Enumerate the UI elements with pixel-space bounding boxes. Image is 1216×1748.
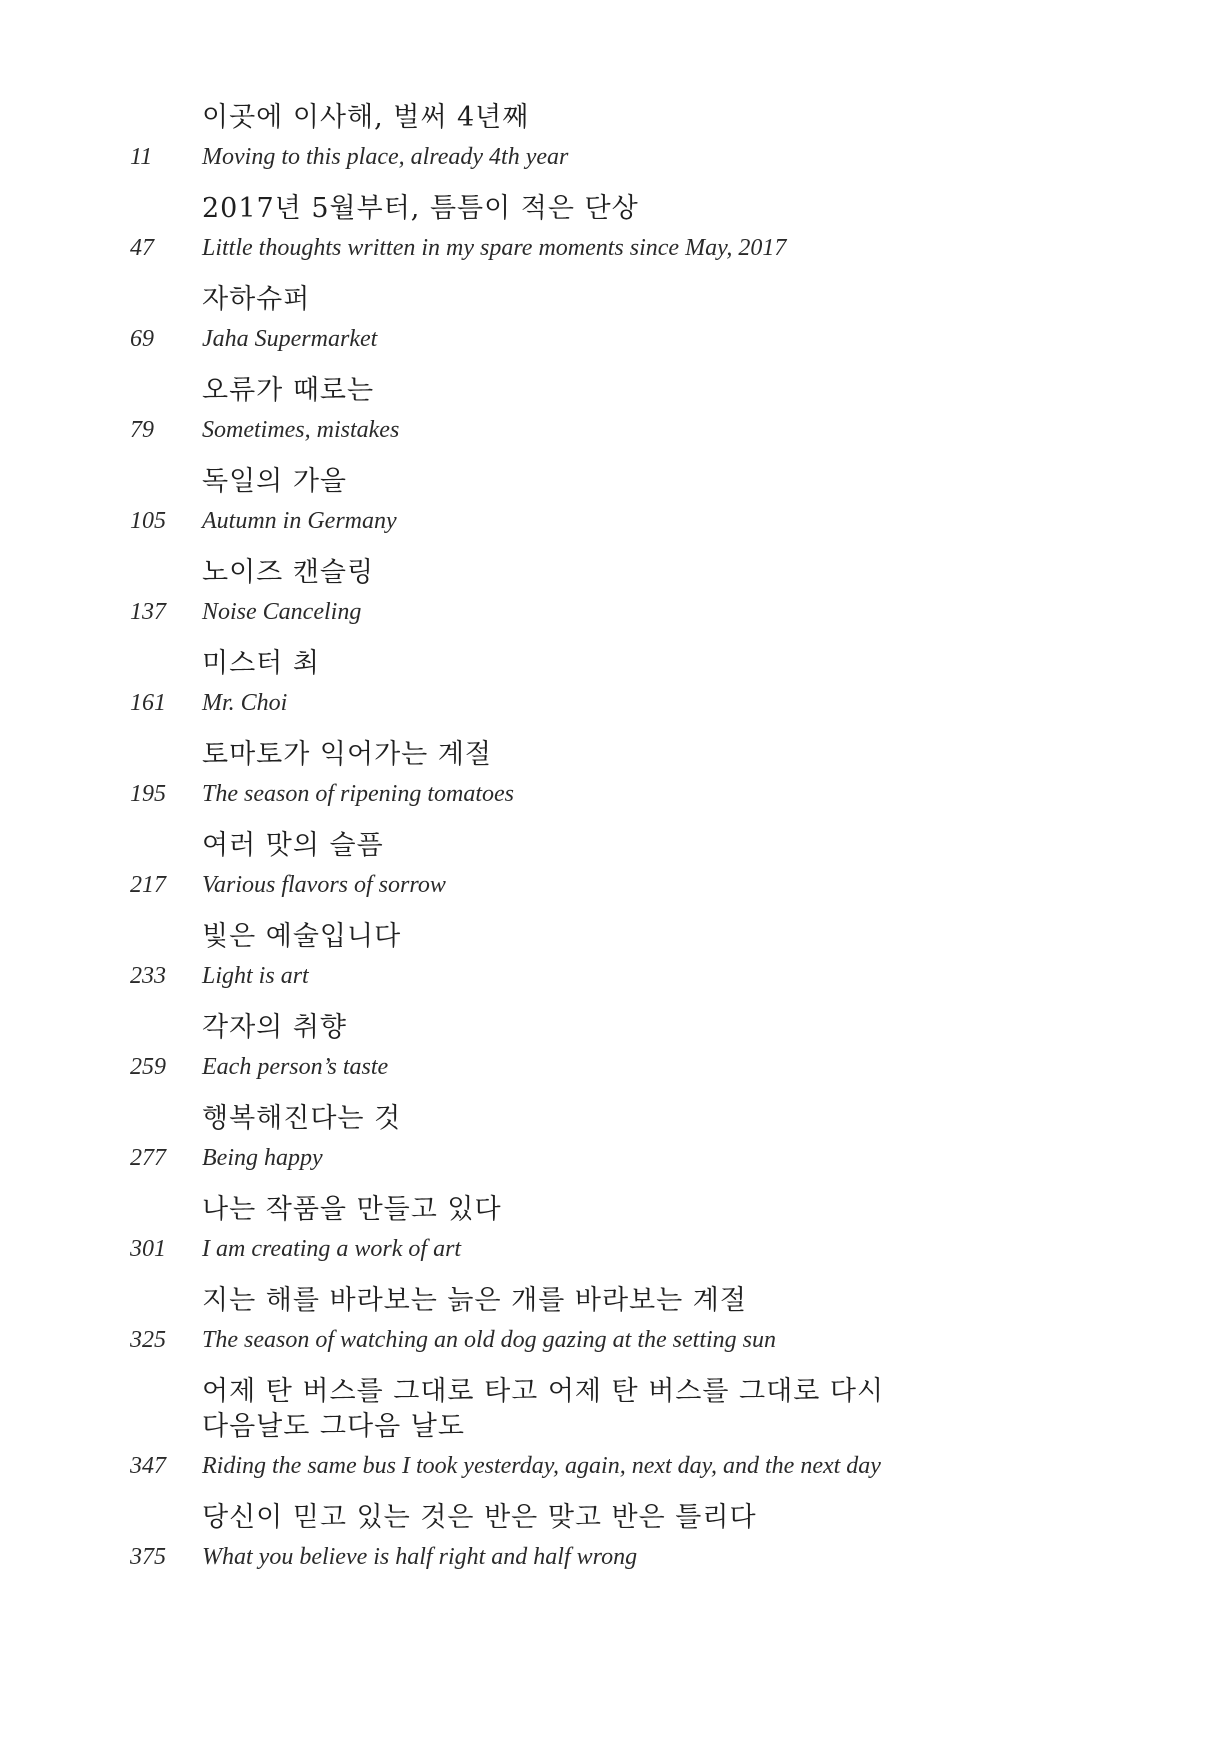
page-number: 137 (130, 599, 166, 625)
page-number: 217 (130, 872, 166, 898)
korean-title: 행복해진다는 것 (202, 1103, 402, 1134)
toc-entry[interactable] (0, 1374, 1216, 1482)
toc-entry[interactable] (0, 1101, 1216, 1174)
toc-entry[interactable] (0, 828, 1216, 901)
english-title: Riding the same bus I took yesterday, again, next day, and the next day (202, 1453, 881, 1479)
english-title: Light is art (202, 963, 309, 989)
korean-title: 당신이 믿고 있는 것은 반은 맞고 반은 틀리다 (202, 1502, 757, 1533)
page-number: 233 (130, 963, 166, 989)
korean-title: 미스터 최 (202, 648, 320, 679)
english-title: Being happy (202, 1145, 323, 1171)
toc-entry[interactable] (0, 282, 1216, 355)
english-title: The season of ripening tomatoes (202, 781, 514, 807)
korean-title: 나는 작품을 만들고 있다 (202, 1194, 502, 1225)
english-title: I am creating a work of art (202, 1236, 462, 1262)
korean-title: 각자의 취향 (202, 1012, 347, 1043)
english-title: Various flavors of sorrow (202, 872, 446, 898)
toc-entry[interactable] (0, 464, 1216, 537)
korean-title: 자하슈퍼 (202, 284, 311, 315)
page-number: 195 (130, 781, 166, 807)
page-number: 79 (130, 417, 154, 443)
toc-entry[interactable] (0, 373, 1216, 446)
page-number: 105 (130, 508, 166, 534)
korean-title: 오류가 때로는 (202, 375, 375, 406)
english-title: What you believe is half right and half wrong (202, 1544, 638, 1570)
page-number: 161 (130, 690, 166, 716)
korean-title: 이곳에 이사해, 벌써 4년째 (202, 102, 530, 133)
korean-title: 어제 탄 버스를 그대로 타고 어제 탄 버스를 그대로 다시 (202, 1376, 885, 1407)
toc-entry[interactable] (0, 737, 1216, 810)
page-number: 259 (130, 1054, 166, 1080)
korean-title-line-2: 다음날도 그다음 날도 (202, 1411, 465, 1442)
toc-entry[interactable] (0, 100, 1216, 173)
toc-entry[interactable] (0, 555, 1216, 628)
english-title: Jaha Supermarket (202, 326, 378, 352)
english-title: Each person’s taste (202, 1054, 389, 1080)
korean-title: 2017년 5월부터, 틈틈이 적은 단상 (202, 193, 639, 224)
english-title: Noise Canceling (202, 599, 362, 625)
toc-entry[interactable] (0, 191, 1216, 264)
korean-title: 빛은 예술입니다 (202, 921, 402, 952)
page-number: 69 (130, 326, 154, 352)
table-of-contents (0, 100, 1216, 1591)
page-number: 301 (130, 1236, 166, 1262)
korean-title: 독일의 가을 (202, 466, 347, 497)
toc-entry[interactable] (0, 1010, 1216, 1083)
page-number: 347 (130, 1453, 166, 1479)
toc-entry[interactable] (0, 1500, 1216, 1573)
page-number: 277 (130, 1145, 166, 1171)
toc-entry[interactable] (0, 1192, 1216, 1265)
toc-entry[interactable] (0, 646, 1216, 719)
toc-entry[interactable] (0, 1283, 1216, 1356)
english-title: The season of watching an old dog gazing at the setting sun (202, 1327, 776, 1353)
toc-entry[interactable] (0, 919, 1216, 992)
korean-title: 토마토가 익어가는 계절 (202, 739, 492, 770)
english-title: Moving to this place, already 4th year (202, 144, 569, 170)
korean-title: 노이즈 캔슬링 (202, 557, 375, 588)
korean-title: 여러 맛의 슬픔 (202, 830, 384, 861)
korean-title: 지는 해를 바라보는 늙은 개를 바라보는 계절 (202, 1285, 747, 1316)
page-number: 11 (130, 144, 153, 170)
page-number: 325 (130, 1327, 166, 1353)
page-number: 47 (130, 235, 154, 261)
english-title: Autumn in Germany (202, 508, 397, 534)
english-title: Sometimes, mistakes (202, 417, 400, 443)
page-number: 375 (130, 1544, 166, 1570)
english-title: Little thoughts written in my spare moments since May, 2017 (202, 235, 787, 261)
english-title: Mr. Choi (202, 690, 288, 716)
